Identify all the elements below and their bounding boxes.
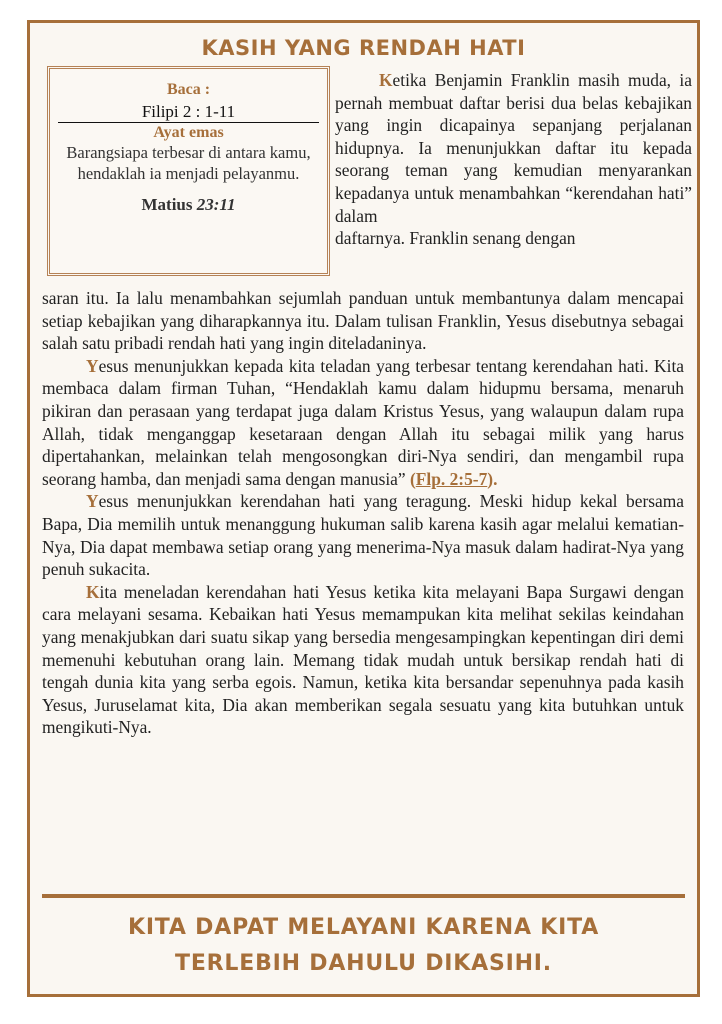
paragraph-3 bbox=[42, 490, 684, 580]
devotional-page bbox=[27, 20, 700, 997]
footer-line-2: TERLEBIH DAHULU DIKASIHI. bbox=[175, 951, 552, 976]
footer-message bbox=[30, 910, 697, 982]
scripture-link[interactable]: Flp. 2:5-7 bbox=[415, 468, 488, 489]
paragraph-text: etika Benjamin Franklin masih muda, ia pernah membuat daftar berisi dua belas kebajikan yang ingin dicapainya sepanjang perjalanan hidupnya. Ia menunjukkan daftar itu kepada seorang teman yang kemudian menyarankan kepadanya untuk menambahkan “kerendahan hati” dalam bbox=[335, 70, 692, 226]
intro-paragraph bbox=[335, 69, 692, 250]
reading-passage: Filipi 2 : 1-11 bbox=[141, 102, 236, 121]
paragraph-continued: saran itu. Ia lalu menambahkan sejumlah panduan untuk membantunya dalam mencapai setiap kebajikan yang diharapkannya itu. Dalam tulisan Franklin, Yesus disebutnya sebagai salah satu pribadi rendah hati yang ingin diteladaninya. bbox=[42, 288, 684, 354]
paragraph-2 bbox=[42, 355, 684, 491]
dropcap: K bbox=[86, 581, 100, 602]
verse-book: Matius bbox=[141, 195, 197, 214]
box-divider bbox=[58, 122, 319, 123]
verse-reference: 23:11 bbox=[196, 195, 236, 214]
dropcap: Y bbox=[86, 355, 99, 376]
body-text bbox=[42, 287, 684, 739]
golden-verse-source bbox=[50, 195, 327, 215]
golden-verse-text: Barangsiapa terbesar di antara kamu, hendaklah ia menjadi pelayanmu. bbox=[66, 143, 311, 183]
footer-line-1: KITA DAPAT MELAYANI KARENA KITA bbox=[127, 915, 600, 940]
paragraph-text: ita meneladan kerendahan hati Yesus ketika kita melayani Bapa Surgawi dengan cara melayani sesama. Kebaikan hati Yesus memampukan kita melihat sekilas keindahan yang menakjubkan dari suatu sikap yang bersedia mengesampingkan kepentingan diri demi memenuhi kebutuhan orang lain. Memang tidak mudah untuk bersikap rendah hati di tengah dunia kita yang serba egois. Namun, ketika kita bersandar sepenuhnya pada kasih Yesus, Juruselamat kita, Dia akan memberikan segala sesuatu yang kita butuhkan untuk mengikuti-Nya. bbox=[42, 581, 684, 738]
dropcap: Y bbox=[86, 491, 99, 512]
paragraph-text: esus menunjukkan kepada kita teladan yang terbesar tentang kerendahan hati. Kita membaca dalam firman Tuhan, “Hendaklah kamu dalam hidupmu bersama, menaruh pikiran dan perasaan yang terdapat juga dalam Kristus Yesus, yang walaupun dalam rupa Allah, tidak menganggap kesetaraan dengan Allah itu sebagai milik yang harus dipertahankan, melainkan telah mengosongkan diri-Nya sendiri, dan mengambil rupa seorang hamba, dan menjadi sama dengan manusia” bbox=[42, 355, 684, 489]
baca-label: Baca : bbox=[166, 81, 211, 98]
reading-box bbox=[47, 66, 330, 276]
paragraph-text-last-line: daftarnya. Franklin senang dengan bbox=[335, 228, 576, 249]
footer-divider bbox=[42, 894, 685, 898]
paragraph-text: esus menunjukkan kerendahan hati yang teragung. Meski hidup kekal bersama Bapa, Dia memilih untuk menanggung hukuman salib karena kasih agar melalui kematian-Nya, Dia dapat membawa setiap orang yang menerima-Nya masuk dalam hadirat-Nya yang penuh sukacita. bbox=[42, 491, 684, 580]
dropcap: K bbox=[379, 70, 393, 90]
ayat-emas-label: Ayat emas bbox=[153, 124, 224, 141]
paragraph-4 bbox=[42, 581, 684, 739]
scripture-reference: (Flp. 2:5-7). bbox=[409, 468, 498, 489]
page-title: KASIH YANG RENDAH HATI bbox=[201, 36, 526, 60]
